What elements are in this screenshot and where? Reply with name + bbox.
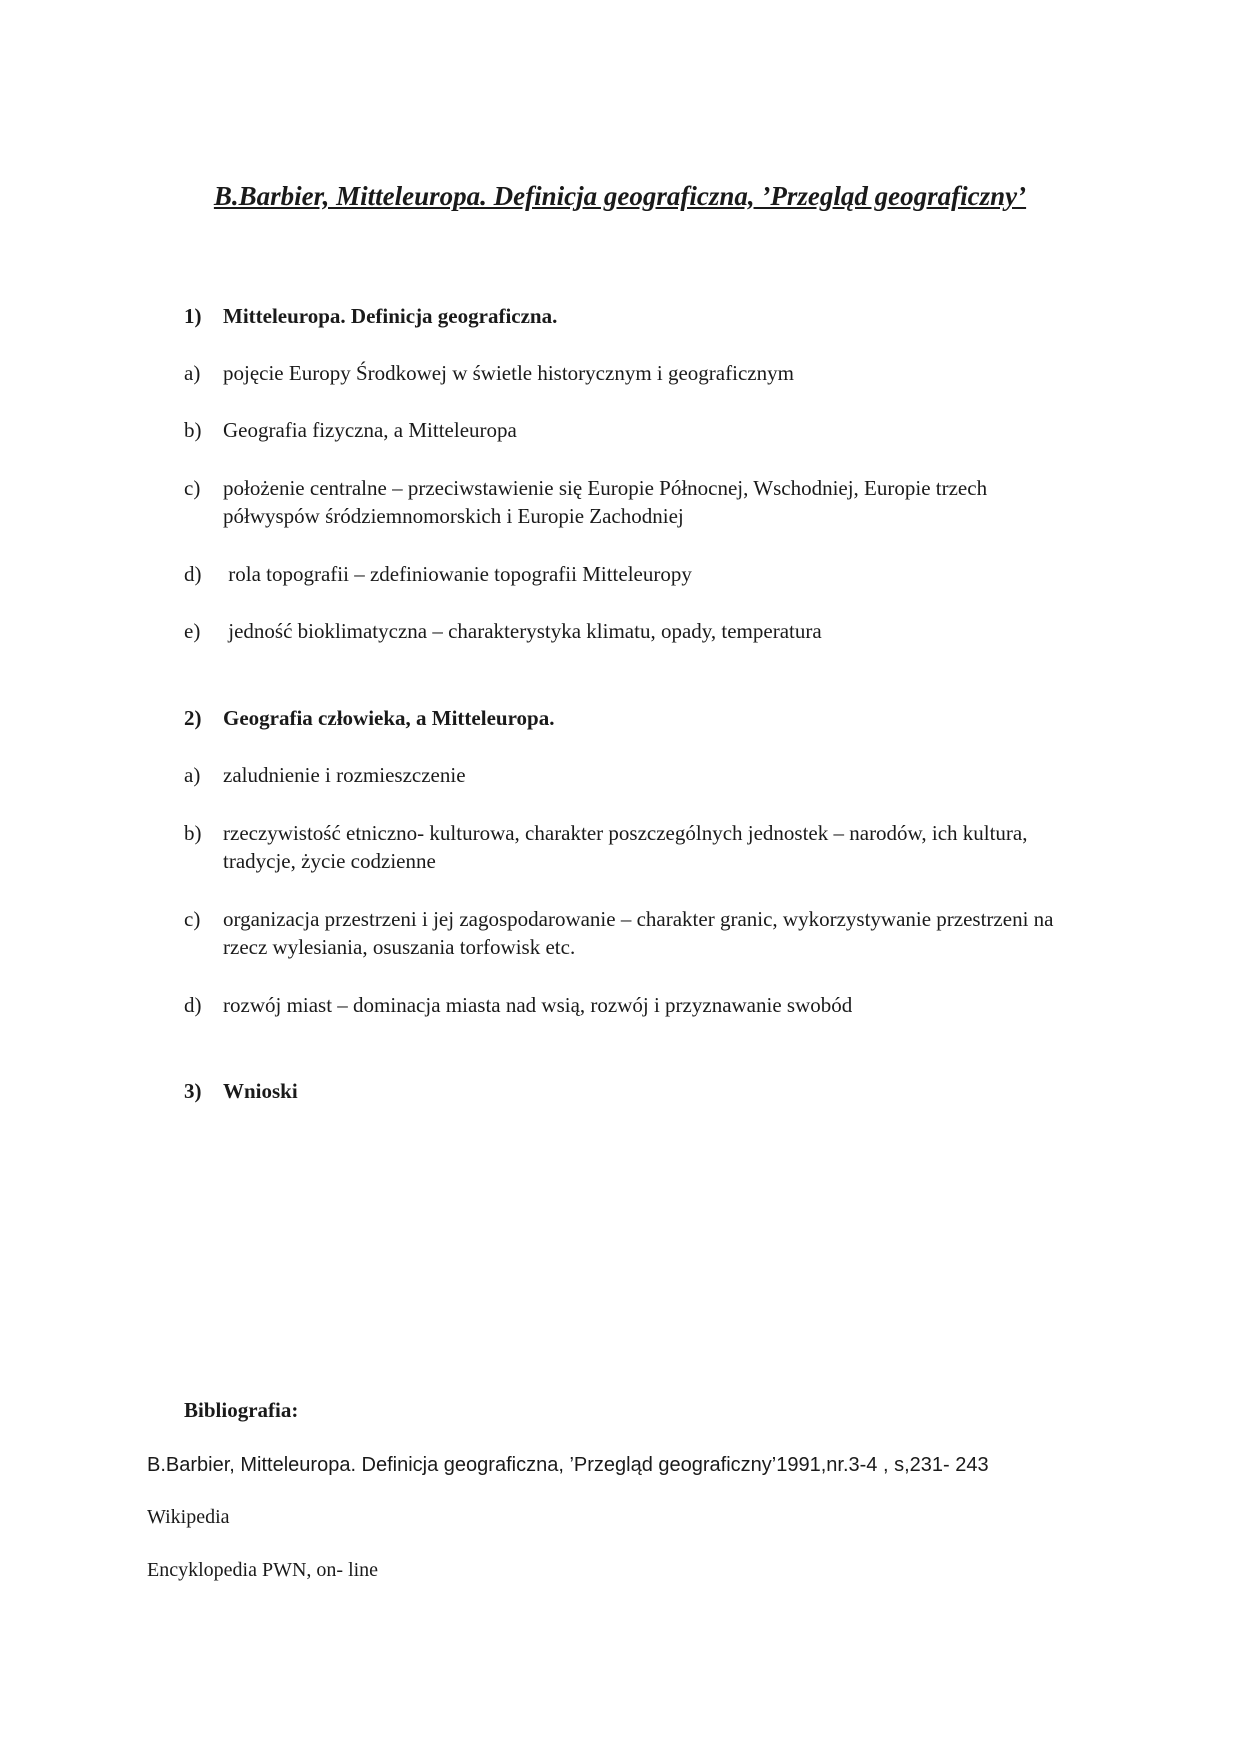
list-item-letter: b) — [184, 418, 202, 442]
list-item-letter: a) — [184, 763, 201, 787]
list-item — [184, 819, 1084, 875]
section-heading-3 — [184, 1077, 298, 1105]
section-heading-text: Geografia człowieka, a Mitteleuropa. — [223, 706, 555, 730]
list-item-text: rozwój miast – dominacja miasta nad wsią, rozwój i przyznawanie swobód — [223, 993, 853, 1017]
section-heading-1 — [184, 302, 557, 330]
list-item-letter: e) — [184, 619, 201, 643]
section-number: 3) — [184, 1079, 202, 1103]
list-item — [184, 474, 1084, 530]
list-item — [184, 359, 1084, 387]
section-heading-text: Wnioski — [223, 1079, 298, 1103]
list-item — [184, 617, 1084, 645]
section-heading-2 — [184, 704, 554, 732]
list-item-text: położenie centralne – przeciwstawienie się Europie Północnej, Wschodniej, Europie trzech półwyspów śródziemnomorskich i Europie Zachodniej — [223, 476, 988, 528]
list-item — [184, 905, 1084, 961]
list-item-letter: d) — [184, 993, 202, 1017]
section-number: 1) — [184, 304, 202, 328]
list-item — [184, 560, 1084, 588]
bibliography-entry: Encyklopedia PWN, on- line — [147, 1559, 379, 1581]
bibliography-heading: Bibliografia: — [184, 1398, 299, 1422]
list-item-letter: d) — [184, 562, 202, 586]
list-item-text: Geografia fizyczna, a Mitteleuropa — [223, 418, 517, 442]
list-item-letter: a) — [184, 361, 201, 385]
list-item — [184, 761, 1084, 789]
list-item — [184, 416, 1084, 444]
document-title: B.Barbier, Mitteleuropa. Definicja geograficzna, ’Przegląd geograficzny’ — [213, 181, 1027, 211]
list-item-letter: b) — [184, 821, 202, 845]
bibliography-entry: B.Barbier, Mitteleuropa. Definicja geograficzna, ’Przegląd geograficzny’1991,nr.3-4 , s,231- 243 — [147, 1454, 989, 1476]
section-number: 2) — [184, 706, 202, 730]
list-item-text: jedność bioklimatyczna – charakterystyka klimatu, opady, temperatura — [223, 619, 822, 643]
bibliography-entry: Wikipedia — [147, 1506, 230, 1528]
list-item — [184, 991, 1084, 1019]
list-item-letter: c) — [184, 907, 201, 931]
list-item-text: pojęcie Europy Środkowej w świetle historycznym i geograficznym — [223, 361, 794, 385]
list-item-letter: c) — [184, 476, 201, 500]
list-item-text: organizacja przestrzeni i jej zagospodarowanie – charakter granic, wykorzystywanie przestrzeni na rzecz wylesiania, osuszania torfowisk etc. — [223, 907, 1054, 959]
list-item-text: rzeczywistość etniczno- kulturowa, charakter poszczególnych jednostek – narodów, ich kultura, tradycje, życie codzienne — [223, 821, 1028, 873]
list-item-text: zaludnienie i rozmieszczenie — [223, 763, 466, 787]
section-heading-text: Mitteleuropa. Definicja geograficzna. — [223, 304, 558, 328]
list-item-text: rola topografii – zdefiniowanie topografii Mitteleuropy — [223, 562, 692, 586]
